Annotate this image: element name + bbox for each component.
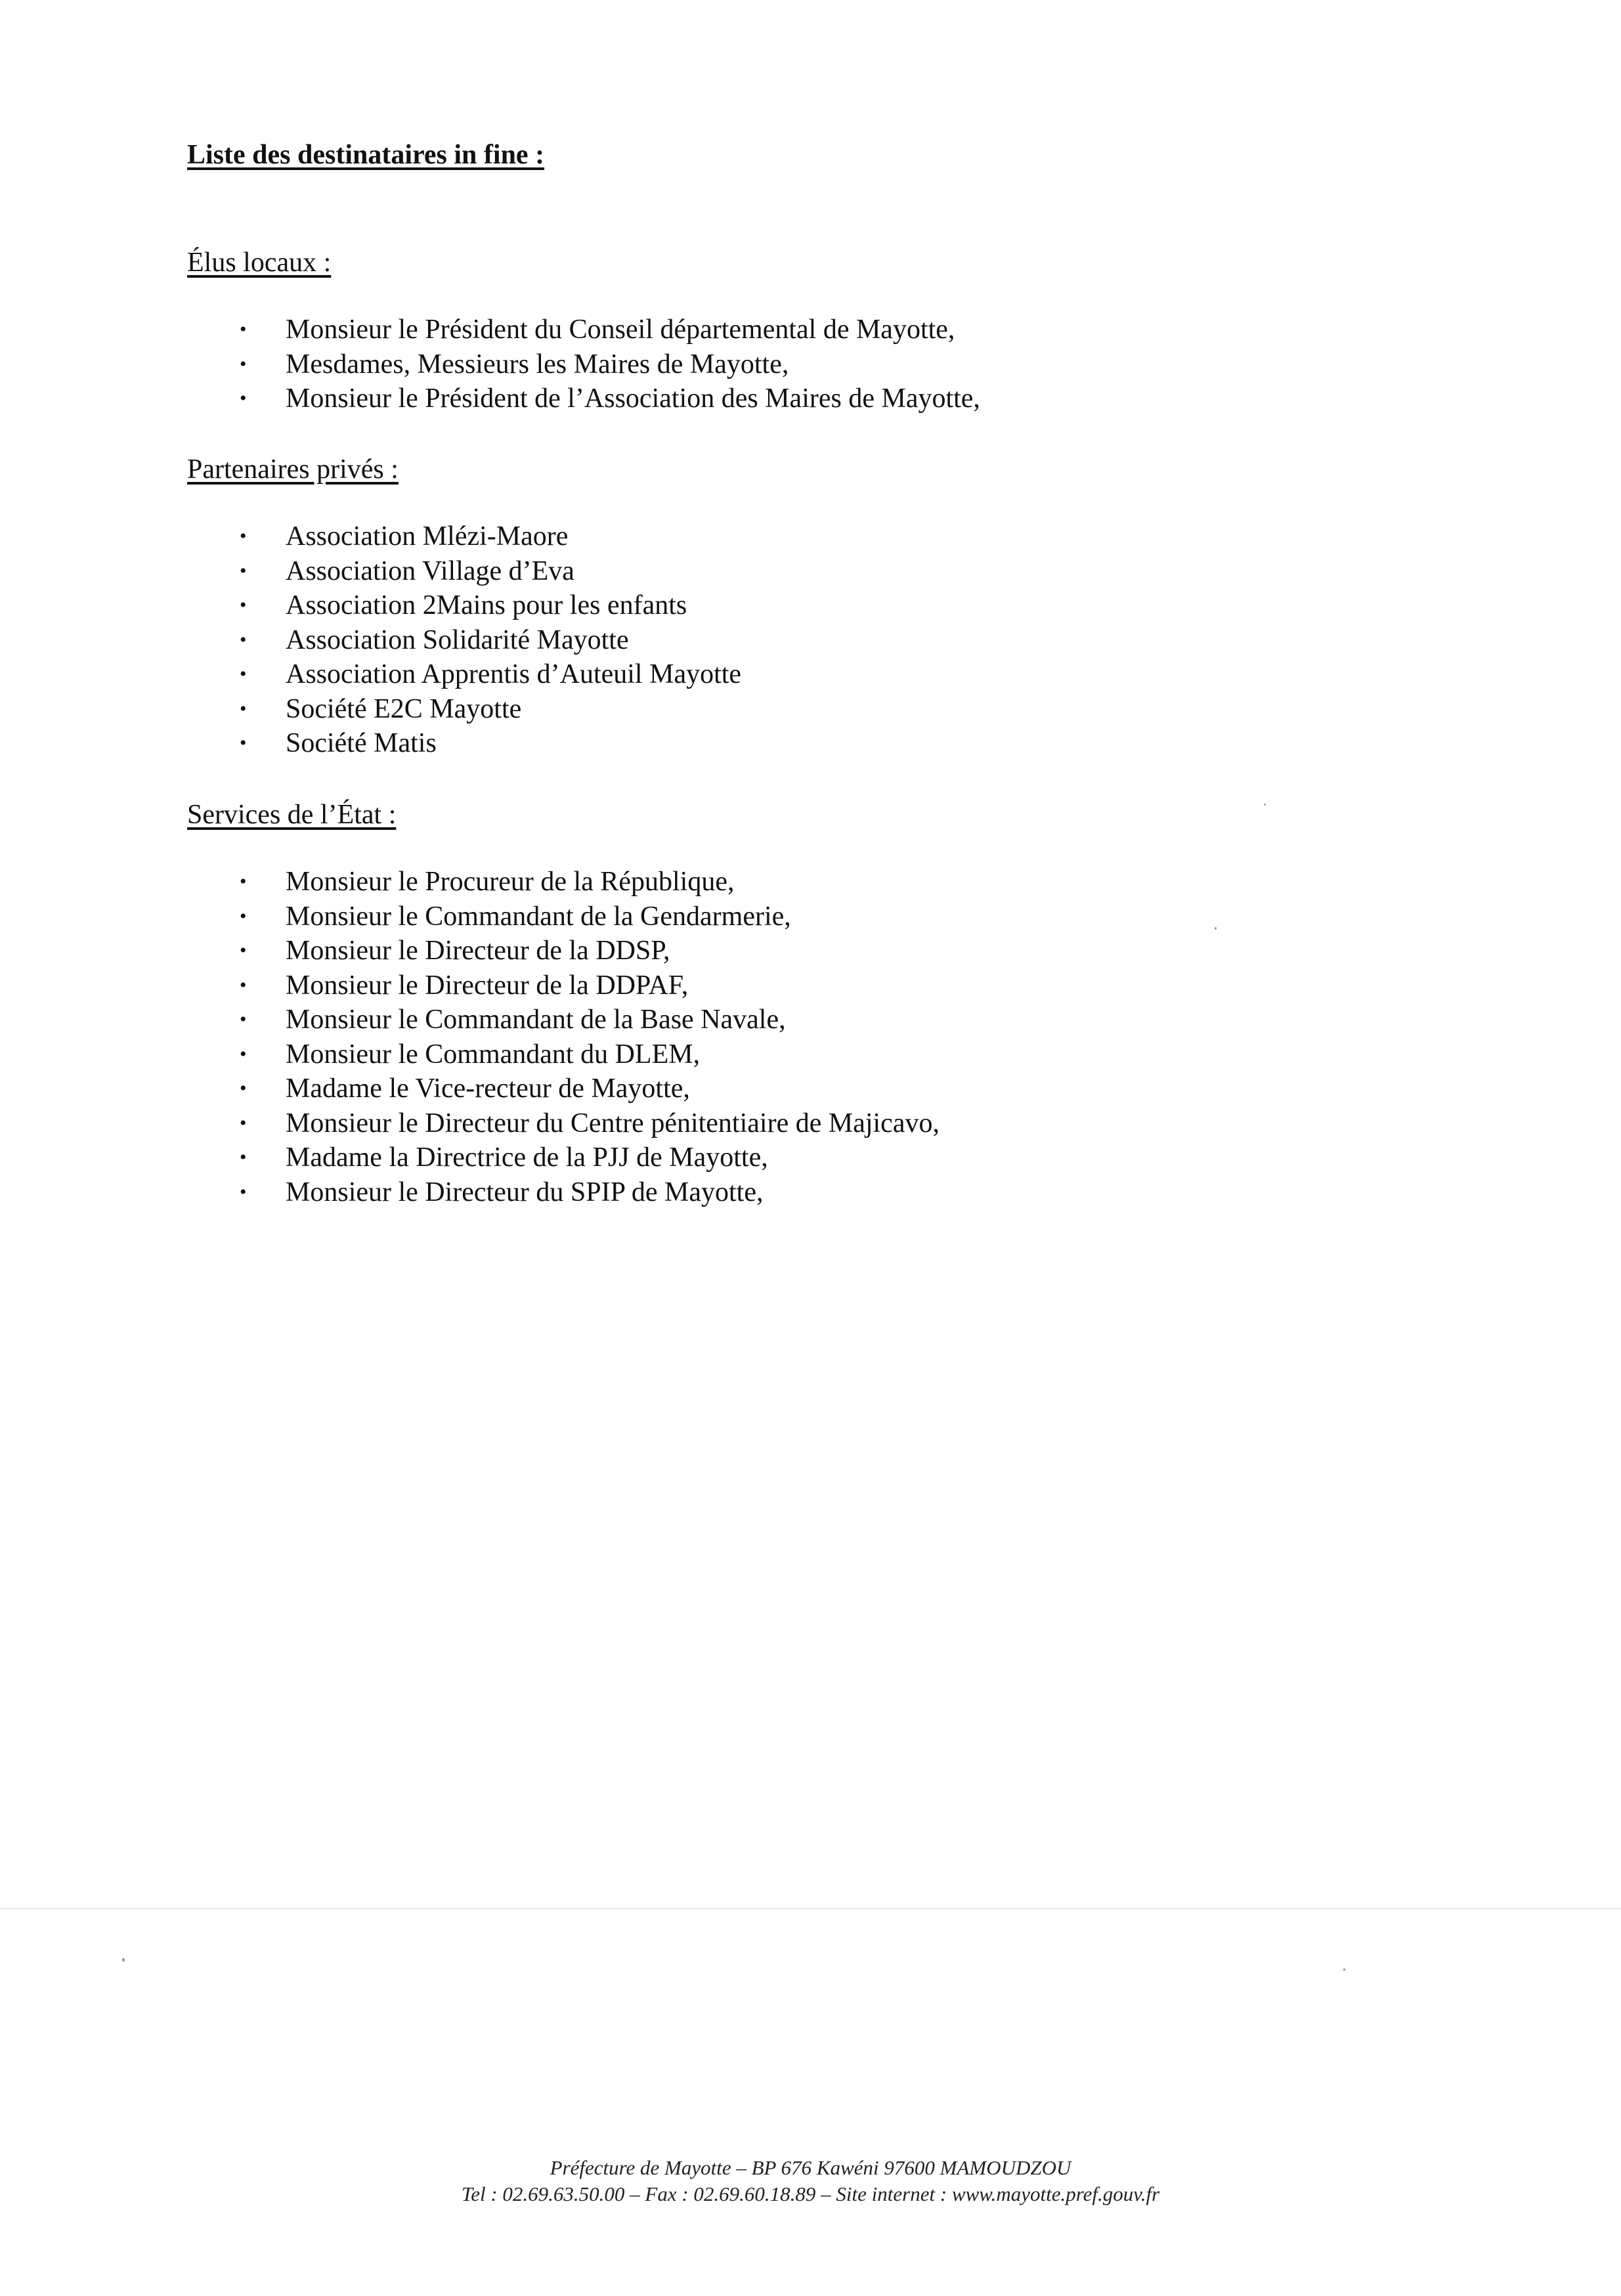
list-item-text: Monsieur le Commandant du DLEM,	[286, 1039, 701, 1070]
bullet-icon: •	[240, 387, 247, 409]
bullet-icon: •	[240, 1180, 247, 1203]
list-item	[187, 968, 1435, 1003]
bullet-icon: •	[240, 1077, 247, 1099]
list-item-text: Madame la Directrice de la PJJ de Mayotte,	[286, 1142, 768, 1173]
list-item-text: Monsieur le Président du Conseil départemental de Mayotte,	[286, 314, 955, 345]
list-item	[187, 1072, 1435, 1106]
bullet-icon: •	[240, 1043, 247, 1065]
section-elus-locaux	[187, 246, 1435, 416]
bullet-icon: •	[240, 663, 247, 685]
list-item	[187, 1175, 1435, 1210]
list-item	[187, 692, 1435, 727]
bullet-icon: •	[240, 525, 247, 547]
list-item-text: Association 2Mains pour les enfants	[286, 590, 687, 620]
scan-speck	[1215, 927, 1217, 930]
section-heading: Élus locaux :	[187, 248, 332, 278]
section-heading: Services de l’État :	[187, 800, 397, 830]
footer-contact: Tel : 02.69.63.50.00 – Fax : 02.69.60.18.89 – Site internet : www.mayotte.pref.gouv.fr	[461, 2182, 1160, 2205]
list-item	[187, 1037, 1435, 1072]
scan-speck	[1343, 1968, 1345, 1971]
bullet-icon: •	[240, 628, 247, 651]
footer-divider	[0, 1908, 1621, 1909]
list-item-text: Monsieur le Directeur du SPIP de Mayotte,	[286, 1177, 764, 1207]
list-item-text: Madame le Vice-recteur de Mayotte,	[286, 1073, 690, 1104]
list-item	[187, 865, 1435, 899]
page-title: Liste des destinataires in fine :	[187, 140, 545, 170]
list-item-text: Monsieur le Directeur de la DDSP,	[286, 936, 670, 966]
list-item-text: Monsieur le Président de l’Association des Maires de Mayotte,	[286, 383, 980, 414]
list-item-text: Société E2C Mayotte	[286, 693, 522, 724]
list-item	[187, 1106, 1435, 1141]
bullet-icon: •	[240, 318, 247, 340]
bullet-icon: •	[240, 697, 247, 720]
recipient-list	[187, 313, 1435, 416]
scan-speck	[1264, 804, 1266, 806]
list-item-text: Association Apprentis d’Auteuil Mayotte	[286, 659, 742, 689]
bullet-icon: •	[240, 559, 247, 582]
bullet-icon: •	[240, 353, 247, 375]
footer	[0, 2155, 1621, 2207]
list-item-text: Association Mlézi-Maore	[286, 521, 569, 552]
bullet-icon: •	[240, 732, 247, 754]
list-item	[187, 726, 1435, 761]
recipient-list	[187, 519, 1435, 761]
list-item	[187, 1140, 1435, 1175]
list-item	[187, 1003, 1435, 1037]
list-item	[187, 623, 1435, 658]
list-item	[187, 347, 1435, 382]
list-item	[187, 657, 1435, 692]
bullet-icon: •	[240, 1008, 247, 1030]
bullet-icon: •	[240, 1112, 247, 1134]
list-item-text: Monsieur le Commandant de la Gendarmerie,	[286, 901, 791, 932]
list-item-text: Mesdames, Messieurs les Maires de Mayotte,	[286, 349, 789, 379]
recipient-list	[187, 865, 1435, 1209]
list-item-text: Monsieur le Procureur de la République,	[286, 867, 735, 897]
scan-speck	[122, 1958, 125, 1962]
section-partenaires-prives	[187, 452, 1435, 761]
list-item	[187, 588, 1435, 623]
bullet-icon: •	[240, 594, 247, 616]
section-heading: Partenaires privés :	[187, 454, 399, 485]
list-item	[187, 381, 1435, 416]
footer-address: Préfecture de Mayotte – BP 676 Kawéni 97600 MAMOUDZOU	[550, 2156, 1071, 2179]
list-item-text: Société Matis	[286, 728, 437, 758]
bullet-icon: •	[240, 974, 247, 996]
list-item	[187, 313, 1435, 347]
bullet-icon: •	[240, 871, 247, 892]
list-item-text: Association Village d’Eva	[286, 555, 574, 586]
list-item-text: Monsieur le Directeur de la DDPAF,	[286, 970, 689, 1001]
list-item	[187, 554, 1435, 589]
section-services-etat	[187, 798, 1435, 1209]
bullet-icon: •	[240, 1146, 247, 1168]
list-item	[187, 519, 1435, 554]
bullet-icon: •	[240, 905, 247, 927]
bullet-icon: •	[240, 940, 247, 961]
list-item-text: Association Solidarité Mayotte	[286, 624, 629, 655]
list-item-text: Monsieur le Commandant de la Base Navale,	[286, 1005, 786, 1035]
list-item-text: Monsieur le Directeur du Centre pénitentiaire de Majicavo,	[286, 1108, 940, 1138]
list-item	[187, 899, 1435, 934]
list-item	[187, 934, 1435, 968]
